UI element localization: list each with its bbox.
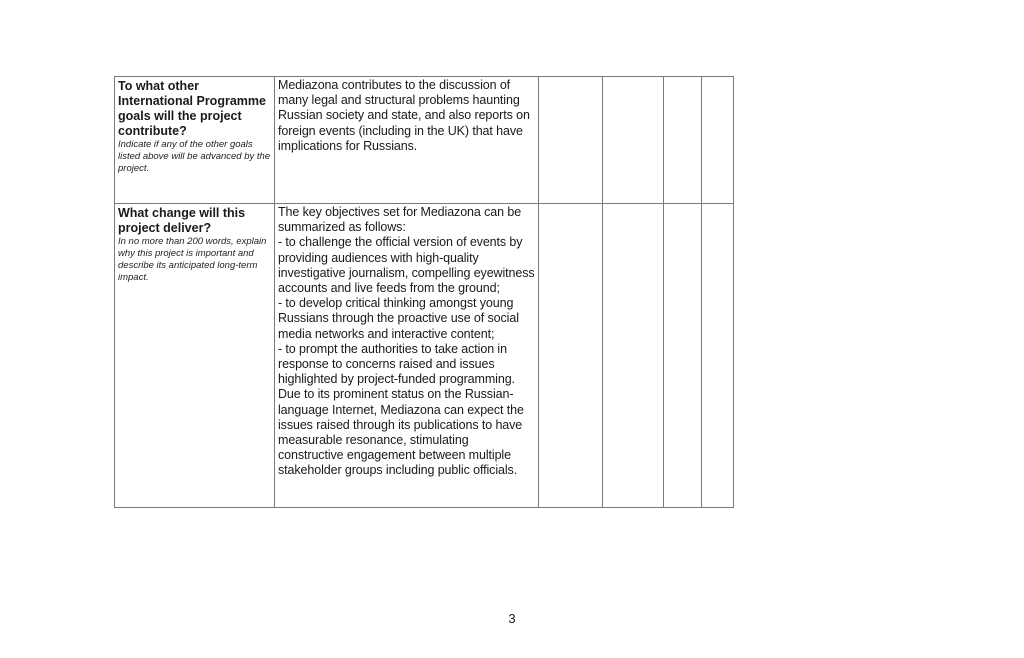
answer-cell bbox=[275, 204, 539, 508]
table-row bbox=[115, 77, 734, 204]
empty-cell bbox=[539, 204, 603, 508]
answer-text: Mediazona contributes to the discussion of many legal and structural problems haunting Russian society and state, and also reports on foreign events (including in the UK) that have implications for Russians. bbox=[278, 78, 530, 153]
question-cell bbox=[115, 204, 275, 508]
empty-cell bbox=[702, 77, 734, 204]
question-cell bbox=[115, 77, 275, 204]
table-row bbox=[115, 204, 734, 508]
empty-cell bbox=[664, 77, 702, 204]
empty-cell bbox=[539, 77, 603, 204]
empty-cell bbox=[664, 204, 702, 508]
question-hint: Indicate if any of the other goals listed above will be advanced by the project. bbox=[118, 139, 271, 174]
page-number: 3 bbox=[508, 611, 516, 626]
empty-cell bbox=[702, 204, 734, 508]
question-hint: In no more than 200 words, explain why this project is important and describe its anticipated long-term impact. bbox=[118, 236, 267, 283]
empty-cell bbox=[603, 77, 664, 204]
answer-cell bbox=[275, 77, 539, 204]
empty-cell bbox=[603, 204, 664, 508]
project-form-table bbox=[114, 76, 734, 508]
question-title: To what other International Programme goals will the project contribute? bbox=[118, 79, 266, 138]
answer-text: The key objectives set for Mediazona can be summarized as follows: - to challenge the official version of events by providing audiences with high-quality investigative journalism, compelling eyewitness accounts and live feeds from the ground; - to develop critical thinking amongst young Russians through the proactive use of social media networks and interactive content; - to prompt the authorities to take action in response to concerns raised and issues highlighted by project-funded programming. Due to its prominent status on the Russian-language Internet, Mediazona can expect the issues raised through its publications to have measurable resonance, stimulating constructive engagement between multiple stakeholder groups including public officials. bbox=[278, 205, 535, 478]
question-title: What change will this project deliver? bbox=[118, 206, 246, 235]
